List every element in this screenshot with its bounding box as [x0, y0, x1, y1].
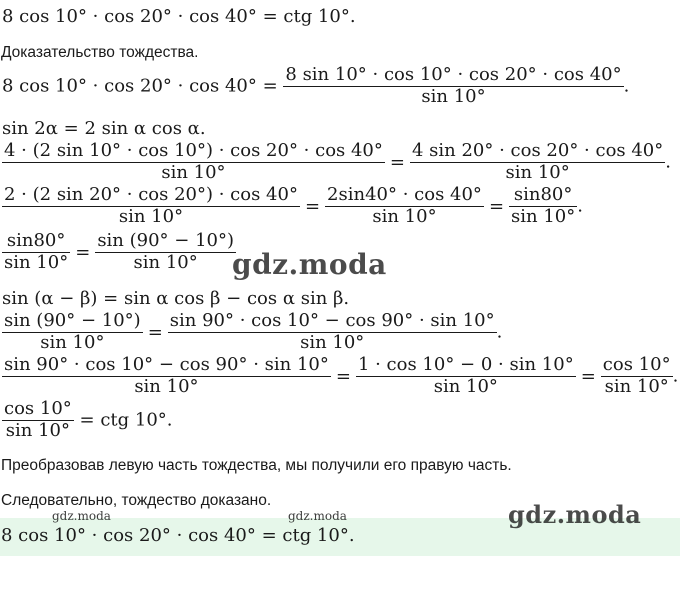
fraction-denominator: sin 10° [40, 332, 105, 353]
conclusion-text: Преобразовав левую часть тождества, мы получили его правую часть. [1, 457, 512, 474]
fraction-numerator: 2 · (2 sin 20° · cos 20°) · cos 40° [4, 184, 298, 205]
problem-statement: 8 cos 10° · cos 20° · cos 40° = ctg 10°. [2, 6, 356, 27]
fraction-numerator: sin 90° · cos 10° − cos 90° · sin 10° [4, 354, 329, 375]
step2-fraction-1 [2, 141, 385, 182]
fraction-numerator: cos 10° [602, 354, 671, 375]
proof-step-2 [2, 142, 671, 183]
watermark-small-1: gdz.moda [52, 509, 111, 523]
sine-difference-formula: sin (α − β) = sin α cos β − cos α sin β. [2, 288, 350, 309]
fraction-denominator: sin 10° [505, 162, 570, 183]
step1-fraction [283, 65, 623, 106]
equals-sign: = [389, 151, 405, 173]
fraction-numerator: cos 10° [4, 398, 72, 419]
watermark-main: gdz.moda [232, 248, 387, 281]
equals-sign: = [488, 195, 505, 217]
fraction-denominator: sin 10° [118, 206, 184, 227]
fraction-denominator: sin 10° [133, 252, 198, 273]
step3-end: . [577, 195, 583, 217]
step2-fraction-2 [410, 141, 665, 182]
fraction-denominator: sin 10° [511, 206, 576, 227]
fraction-numerator: sin80° [2, 231, 70, 253]
proof-step-6 [2, 356, 678, 397]
proof-step-5 [2, 312, 502, 353]
fraction-numerator: 4 sin 20° · cos 20° · cos 40° [411, 140, 664, 161]
step6-fraction-2 [356, 355, 576, 396]
step5-fraction-2 [168, 311, 497, 352]
proof-step-4 [2, 232, 236, 273]
fraction-numerator: sin 90° · cos 10° − cos 90° · sin 10° [169, 310, 495, 331]
fraction-denominator: sin 10° [433, 376, 498, 397]
step4-fraction-2 [95, 231, 236, 272]
fraction-denominator: sin 10° [604, 376, 669, 397]
step6-fraction-1 [2, 355, 331, 396]
step7-fraction [2, 399, 74, 440]
fraction-denominator: sin 10° [4, 252, 69, 273]
fraction-denominator: sin 10° [372, 206, 437, 227]
step5-fraction-1 [2, 311, 143, 352]
step1-lhs: 8 cos 10° · cos 20° · cos 40° = [2, 75, 278, 97]
equals-sign: = [335, 365, 351, 387]
conclusion-proved: Следовательно, тождество доказано. [1, 492, 272, 509]
equals-sign: = [75, 241, 91, 263]
fraction-numerator: 4 · (2 sin 10° · cos 10°) · cos 20° · cos 40° [4, 140, 383, 161]
step3-fraction-2 [325, 185, 484, 226]
equals-sign: = [580, 365, 596, 387]
step2-end: . [665, 151, 671, 173]
fraction-numerator: 2sin40° · cos 40° [327, 184, 482, 205]
step3-fraction-1 [2, 185, 300, 226]
step4-fraction-1 [2, 231, 70, 272]
step3-fraction-3 [509, 185, 577, 226]
answer-text: 8 cos 10° · cos 20° · cos 40° = ctg 10°. [1, 525, 355, 546]
double-angle-formula: sin 2α = 2 sin α cos α. [2, 118, 206, 139]
fraction-numerator: sin (90° − 10°) [97, 230, 234, 251]
equals-sign: = [304, 195, 321, 217]
step1-end: . [623, 75, 630, 97]
fraction-numerator: 1 · cos 10° − 0 · sin 10° [357, 354, 574, 375]
watermark-right: gdz.moda [508, 500, 642, 529]
fraction-numerator: sin (90° − 10°) [4, 310, 141, 331]
fraction-denominator: sin 10° [300, 332, 365, 353]
proof-title: Доказательство тождества. [1, 44, 199, 61]
fraction-numerator: 8 sin 10° · cos 10° · cos 20° · cos 40° [285, 64, 622, 85]
step7-rhs: = ctg 10°. [79, 409, 173, 431]
watermark-small-2: gdz.moda [288, 509, 347, 523]
fraction-numerator: sin80° [509, 185, 577, 207]
step6-end: . [672, 365, 679, 387]
equals-sign: = [147, 321, 163, 343]
step6-fraction-3 [601, 355, 673, 396]
proof-step-1 [2, 66, 629, 107]
proof-step-3 [2, 186, 583, 227]
step5-end: . [496, 321, 503, 343]
fraction-denominator: sin 10° [161, 162, 226, 183]
fraction-denominator: sin 10° [134, 376, 199, 397]
fraction-denominator: sin 10° [421, 86, 486, 107]
fraction-denominator: sin 10° [5, 420, 70, 441]
proof-step-7 [2, 400, 173, 441]
